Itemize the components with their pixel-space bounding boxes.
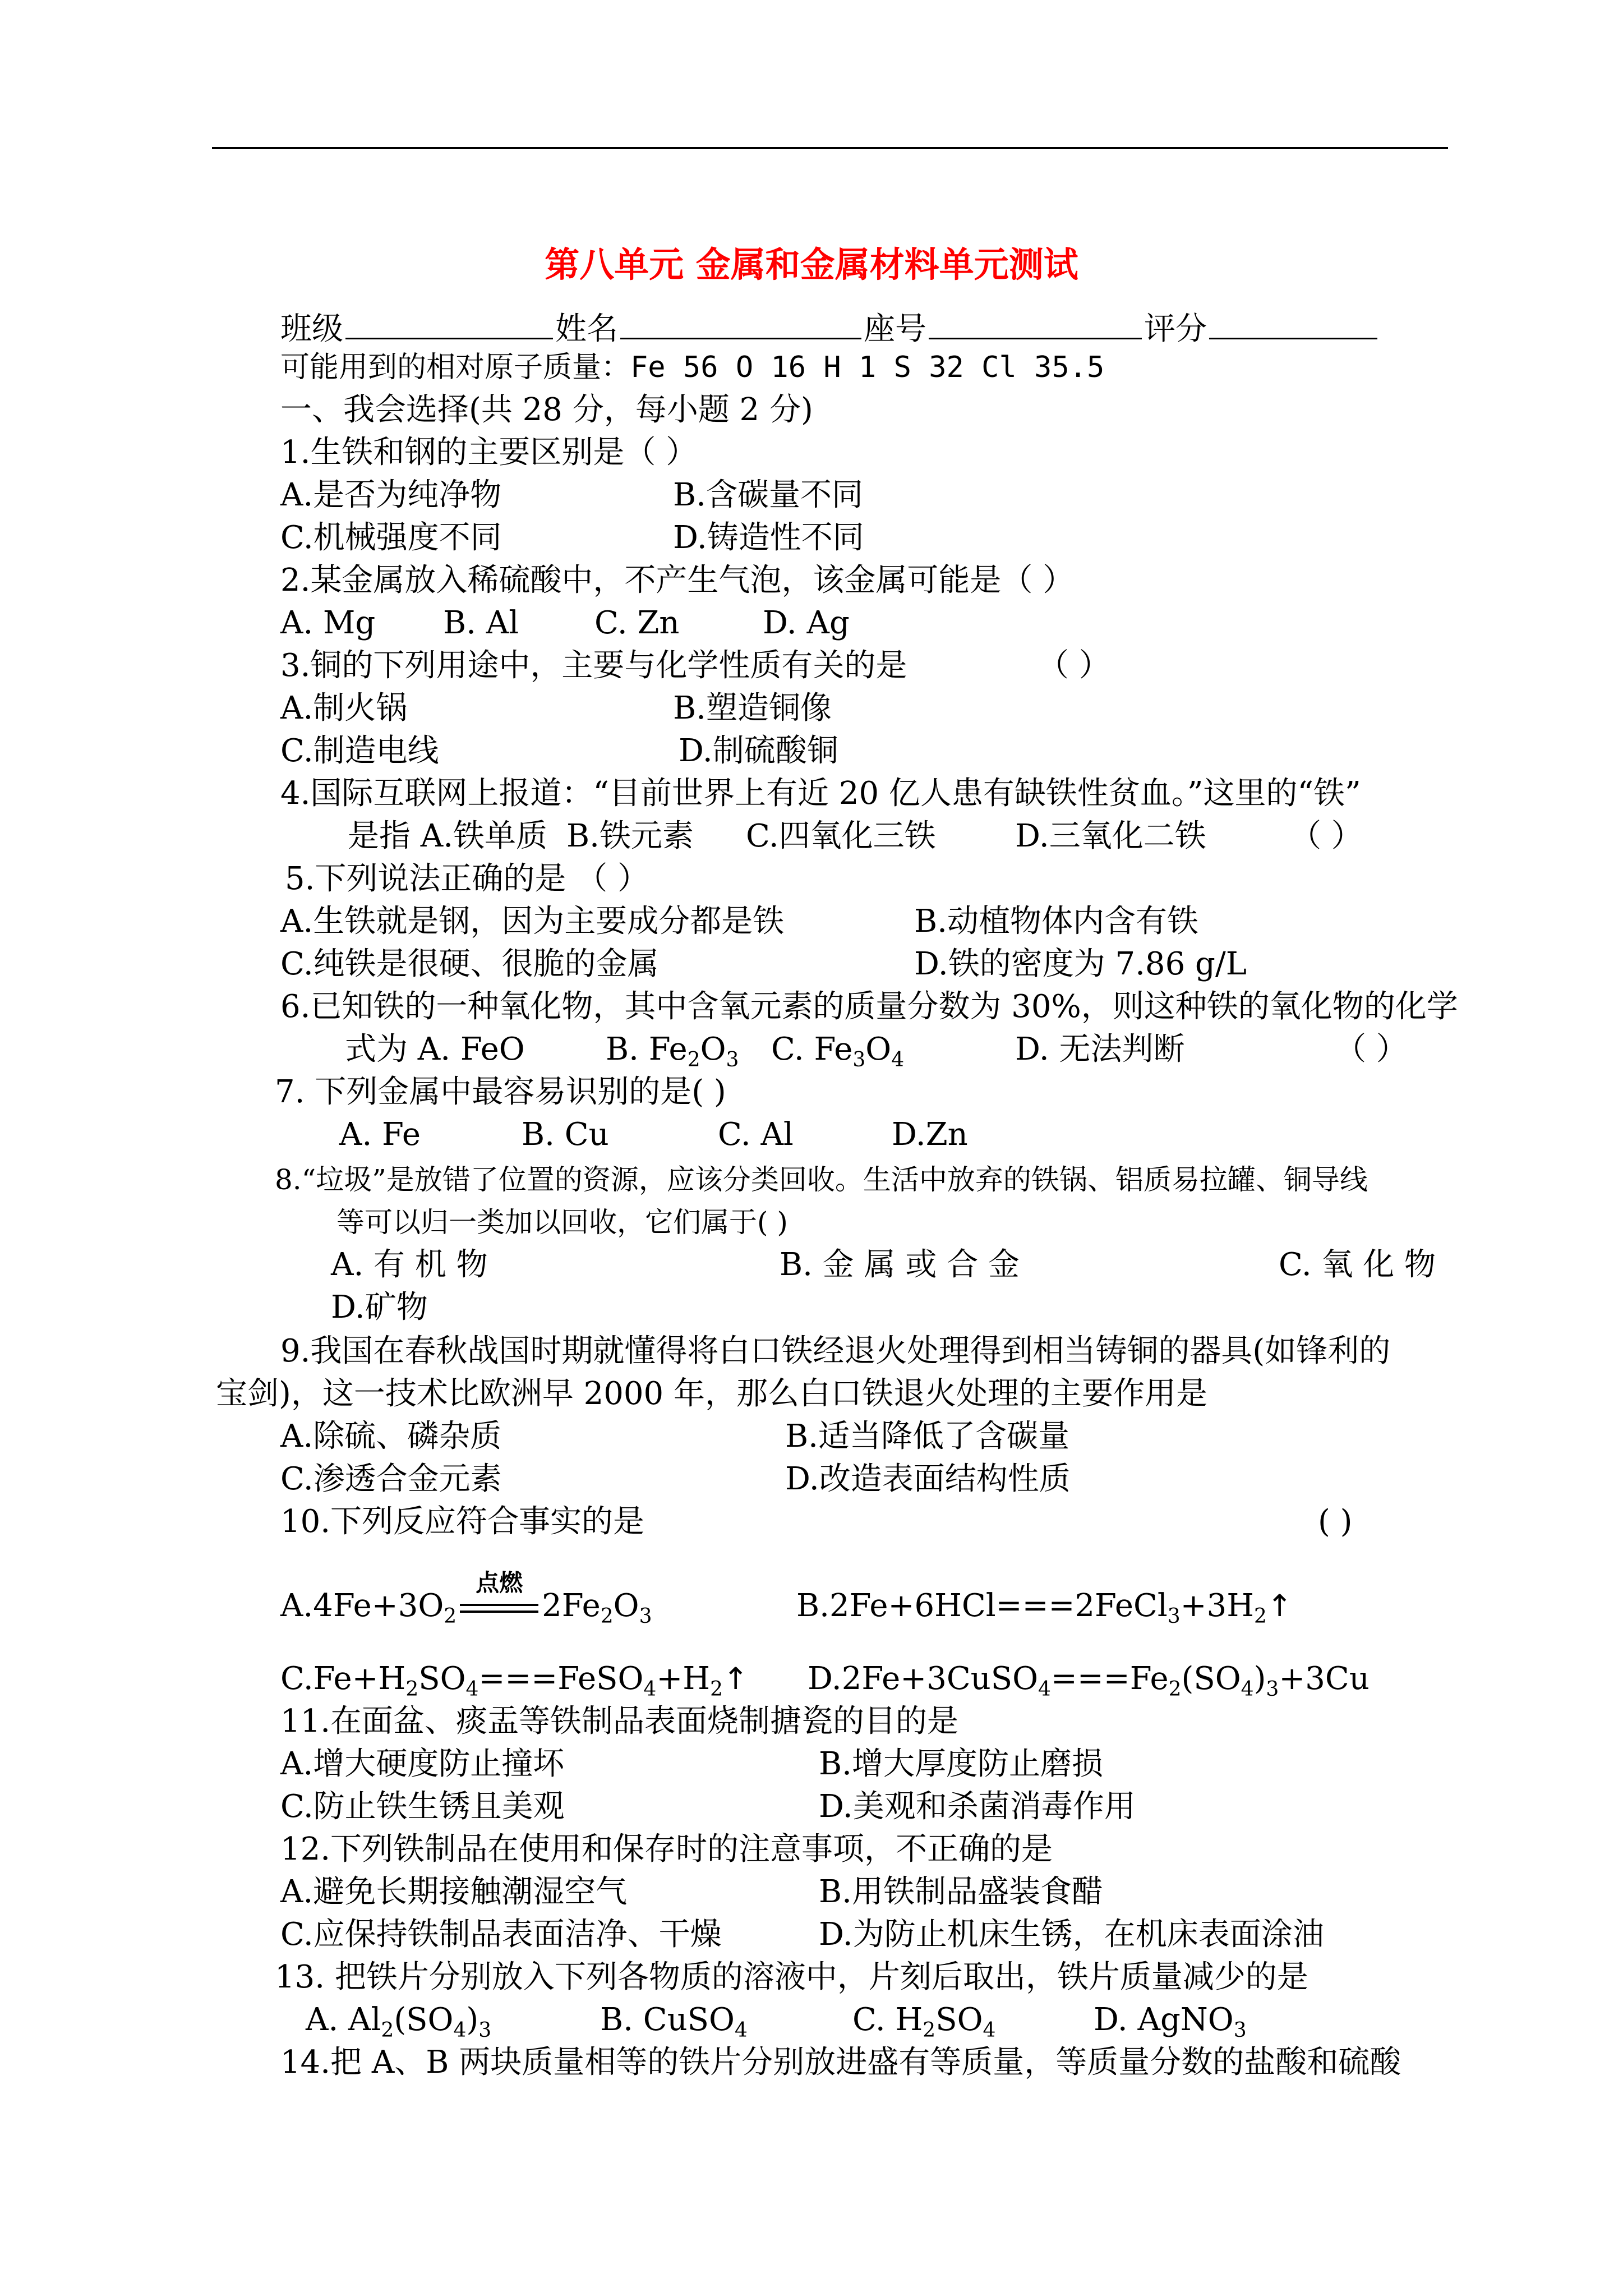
seat-blank[interactable] xyxy=(929,306,1142,339)
q5-stem: 5.下列说法正确的是 （ ） xyxy=(285,861,649,897)
seat-label: 座号 xyxy=(864,311,926,347)
q14-stem: 14.把 A、B 两块质量相等的铁片分别放进盛有等质量，等质量分数的盐酸和硫酸 xyxy=(280,2044,1401,2081)
section-1-title: 一、我会选择(共 28 分，每小题 2 分) xyxy=(280,392,813,428)
q12-stem: 12.下列铁制品在使用和保存时的注意事项，不正确的是 xyxy=(280,1831,1053,1867)
q13-option-b[interactable]: B. CuSO$_4$ xyxy=(600,2001,748,2042)
name-blank[interactable] xyxy=(620,306,861,339)
q11-option-c[interactable]: C.防止铁生锈且美观 xyxy=(280,1788,565,1825)
q8-option-c[interactable]: C. 氧 化 物 xyxy=(1279,1246,1436,1283)
q2-option-c[interactable]: C. Zn xyxy=(594,605,680,641)
q9-option-c[interactable]: C.渗透合金元素 xyxy=(280,1461,502,1497)
q13-option-d[interactable]: D. AgNO$_3$ xyxy=(1094,2001,1247,2042)
student-info-line xyxy=(280,306,1380,348)
q8-option-d[interactable]: D.矿物 xyxy=(331,1289,428,1326)
q1-option-c[interactable]: C.机械强度不同 xyxy=(280,519,502,556)
q5-option-c[interactable]: C.纯铁是很硬、很脆的金属 xyxy=(280,946,659,982)
q6-option-d[interactable]: D. 无法判断 xyxy=(1015,1031,1185,1068)
class-label: 班级 xyxy=(280,311,343,347)
score-blank[interactable] xyxy=(1209,306,1377,339)
q10-option-a[interactable]: $A.4Fe+3O_2$ 点燃 $2Fe_2O_3$ xyxy=(280,1568,652,1628)
q9-option-a[interactable]: A.除硫、磷杂质 xyxy=(280,1418,502,1455)
q11-option-b[interactable]: B.增大厚度防止磨损 xyxy=(819,1746,1103,1782)
q6-answer-paren[interactable]: （ ） xyxy=(1335,1031,1408,1068)
q7-option-d[interactable]: D.Zn xyxy=(892,1116,968,1153)
q1-option-b[interactable]: B.含碳量不同 xyxy=(673,477,863,513)
q1-option-a[interactable]: A.是否为纯净物 xyxy=(280,477,502,513)
q8-option-a[interactable]: A. 有 机 物 xyxy=(331,1246,488,1283)
q12-option-a[interactable]: A.避免长期接触潮湿空气 xyxy=(280,1874,628,1910)
q11-option-a[interactable]: A.增大硬度防止撞坏 xyxy=(280,1746,565,1782)
q7-stem: 7. 下列金属中最容易识别的是( ) xyxy=(275,1074,726,1110)
q5-option-a[interactable]: A.生铁就是钢，因为主要成分都是铁 xyxy=(280,903,785,940)
q13-stem: 13. 把铁片分别放入下列各物质的溶液中，片刻后取出，铁片质量减少的是 xyxy=(275,1959,1308,1995)
q7-option-a[interactable]: A. Fe xyxy=(339,1116,421,1153)
header-rule xyxy=(212,147,1448,149)
q6-option-c[interactable]: C. $Fe_3O_4$ xyxy=(771,1031,905,1071)
class-blank[interactable] xyxy=(345,306,553,339)
q1-option-d[interactable]: D.铸造性不同 xyxy=(673,519,864,556)
q3-stem: 3.铜的下列用途中，主要与化学性质有关的是 xyxy=(280,647,907,684)
q11-stem: 11.在面盆、痰盂等铁制品表面烧制搪瓷的目的是 xyxy=(280,1703,959,1740)
q9-option-d[interactable]: D.改造表面结构性质 xyxy=(785,1461,1071,1497)
q3-answer-paren[interactable]: （ ） xyxy=(1038,647,1110,684)
q2-option-a[interactable]: A. Mg xyxy=(280,605,376,641)
q4-option-c[interactable]: C.四氧化三铁 xyxy=(746,818,936,854)
q4-answer-paren[interactable]: （ ） xyxy=(1290,818,1363,854)
atomic-masses: 可能用到的相对原子质量：Fe 56 O 16 H 1 S 32 Cl 35.5 xyxy=(280,351,1105,384)
q2-option-d[interactable]: D. Ag xyxy=(763,605,850,641)
gas-arrow-icon: ↑ xyxy=(723,1661,749,1696)
q8-option-b[interactable]: B. 金 属 或 合 金 xyxy=(780,1246,1020,1283)
q2-stem: 2.某金属放入稀硫酸中，不产生气泡，该金属可能是（ ） xyxy=(280,562,1075,599)
q6-option-b[interactable]: B. $Fe_2O_3$ xyxy=(606,1031,739,1071)
q7-option-b[interactable]: B. Cu xyxy=(522,1116,609,1153)
q12-option-b[interactable]: B.用铁制品盛装食醋 xyxy=(819,1874,1103,1910)
q9-stem-continued: 宝剑)，这一技术比欧洲早 2000 年，那么白口铁退火处理的主要作用是 xyxy=(216,1375,1207,1412)
name-label: 姓名 xyxy=(555,311,618,347)
gas-arrow-icon: ↑ xyxy=(1266,1588,1293,1623)
q2-option-b[interactable]: B. Al xyxy=(443,605,519,641)
q7-option-c[interactable]: C. Al xyxy=(718,1116,794,1153)
q8-stem-continued: 等可以归一类加以回收，它们属于( ) xyxy=(336,1206,788,1239)
score-label: 评分 xyxy=(1144,311,1207,347)
q9-option-b[interactable]: B.适当降低了含碳量 xyxy=(785,1418,1069,1455)
q10-option-b[interactable]: $B.2Fe+6HCl===2FeCl_3+3H_2↑$ xyxy=(796,1588,1293,1628)
q10-option-d[interactable]: $D.2Fe+3CuSO_4===Fe_2(SO_4)_3+3Cu$ xyxy=(808,1660,1370,1701)
q13-option-a[interactable]: A. $Al_2(SO_4)_3$ xyxy=(306,2001,492,2042)
q12-option-c[interactable]: C.应保持铁制品表面洁净、干燥 xyxy=(280,1916,722,1953)
q1-stem: 1.生铁和钢的主要区别是（ ） xyxy=(280,434,698,471)
q3-option-b[interactable]: B.塑造铜像 xyxy=(673,690,832,726)
q4-option-d[interactable]: D.三氧化二铁 xyxy=(1015,818,1206,854)
q3-option-a[interactable]: A.制火锅 xyxy=(280,690,408,726)
q13-option-c[interactable]: C. $H_2SO_4$ xyxy=(852,2001,996,2042)
q4-option-b[interactable]: B.铁元素 xyxy=(566,818,694,854)
q10-option-c[interactable]: $C.Fe+H_2SO_4===FeSO_4+H_2↑$ xyxy=(280,1660,749,1701)
q5-option-b[interactable]: B.动植物体内含有铁 xyxy=(914,903,1198,940)
page-title: 第八单元 金属和金属材料单元测试 xyxy=(545,244,1078,285)
q6-option-a[interactable]: 式为 A. FeO xyxy=(345,1031,525,1068)
q10-answer-paren[interactable]: ( ) xyxy=(1318,1503,1353,1540)
q10-stem: 10.下列反应符合事实的是 xyxy=(280,1503,645,1540)
q5-option-d[interactable]: D.铁的密度为 7.86 g/L xyxy=(914,946,1247,982)
q8-stem: 8.“垃圾”是放错了位置的资源，应该分类回收。生活中放弃的铁锅、铝质易拉罐、铜导线 xyxy=(275,1163,1368,1196)
q12-option-d[interactable]: D.为防止机床生锈，在机床表面涂油 xyxy=(819,1916,1324,1953)
ignite-condition: 点燃 xyxy=(460,1597,538,1619)
q4-option-a[interactable]: 是指 A.铁单质 xyxy=(348,818,548,854)
q11-option-d[interactable]: D.美观和杀菌消毒作用 xyxy=(819,1788,1136,1825)
q4-stem: 4.国际互联网上报道：“目前世界上有近 20 亿人患有缺铁性贫血。”这里的“铁” xyxy=(280,775,1361,812)
q6-stem: 6.已知铁的一种氧化物，其中含氧元素的质量分数为 30%，则这种铁的氧化物的化学 xyxy=(280,988,1458,1025)
q3-option-c[interactable]: C.制造电线 xyxy=(280,733,439,769)
q3-option-d[interactable]: D.制硫酸铜 xyxy=(679,733,838,769)
q9-stem: 9.我国在春秋战国时期就懂得将白口铁经退火处理得到相当铸铜的器具(如锋利的 xyxy=(280,1333,1391,1369)
